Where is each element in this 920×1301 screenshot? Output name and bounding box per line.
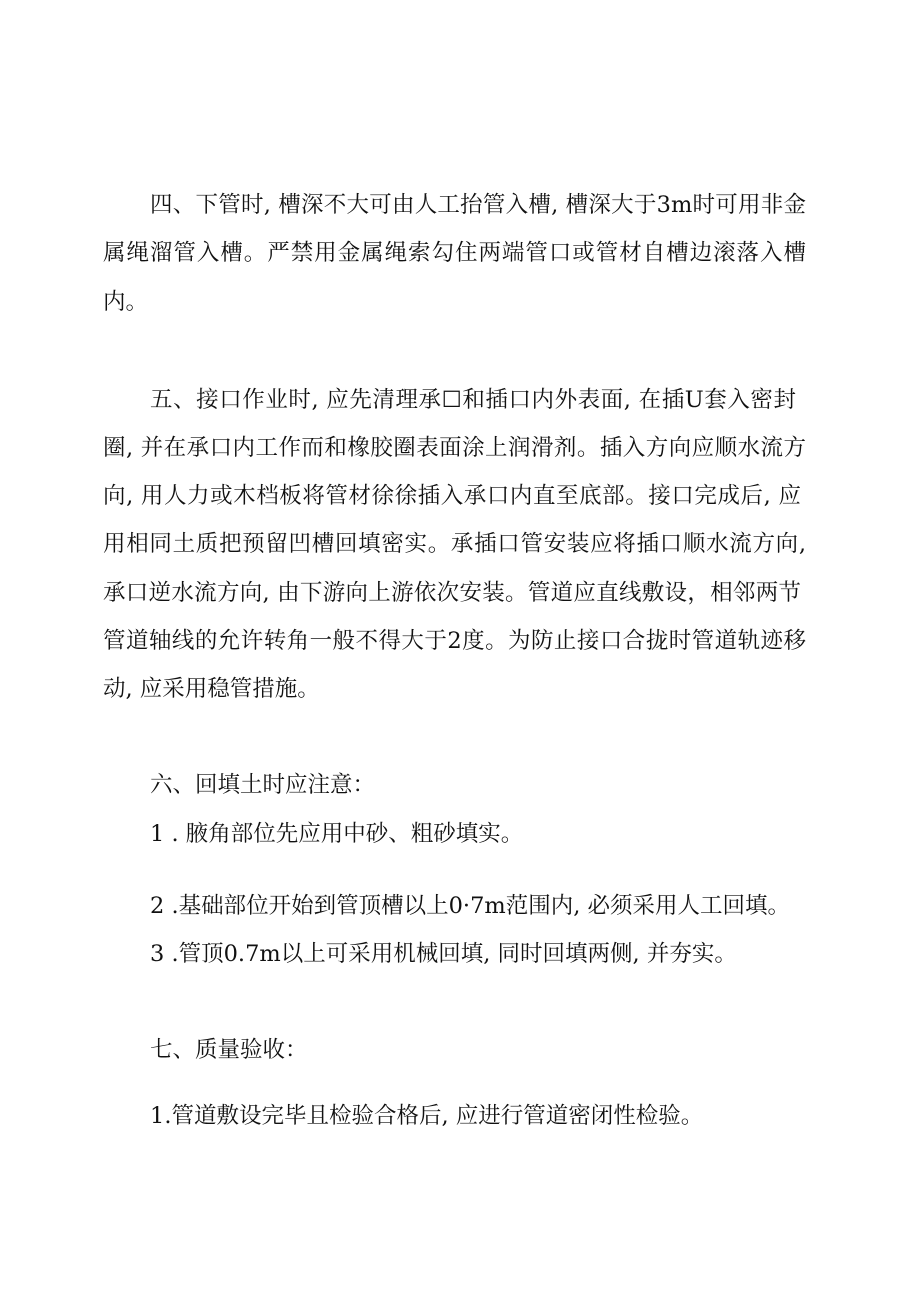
section7-heading: 七、质量验收： <box>150 1037 308 1063</box>
section5-line-2: 圈, 并在承口内工作而和橡胶圈表面涂上润滑剂。插入方向应顺水流方 <box>103 435 806 461</box>
section4-line-1: 四、下管时, 槽深不大可由人工抬管入槽, 槽深大于3m时可用非金 <box>150 192 806 218</box>
section4-line-3: 内。 <box>103 289 149 315</box>
section6-heading: 六、回填土时应注意： <box>150 772 376 798</box>
section5-line-7: 动, 应采用稳管措施。 <box>103 676 320 702</box>
section7-item-1: 1.管道敷设完毕且检验合格后, 应进行管道密闭性检验。 <box>150 1103 704 1129</box>
section5-line-3: 向, 用人力或木档板将管材徐徐插入承口内直至底部。接口完成后, 应 <box>103 483 801 509</box>
section5-line-1: 五、接口作业时, 应先清理承☐和插口内外表面, 在插U套入密封 <box>150 387 796 413</box>
section6-item-1: 1 . 腋角部位先应用中砂、粗砂填实。 <box>150 821 524 847</box>
section5-line-6: 管道轴线的允许转角一般不得大于2度。为防止接口合拢时管道轨迹移 <box>103 628 806 654</box>
section5-line-5: 承口逆水流方向, 由下游向上游依次安装。管道应直线敷设，相邻两节 <box>103 580 801 606</box>
section4-line-2: 属绳溜管入槽。严禁用金属绳索勾住两端管口或管材自槽边滚落入槽 <box>103 240 806 266</box>
section6-item-2: 2 .基础部位开始到管顶槽以上0·7m范围内, 必须采用人工回填。 <box>150 893 791 919</box>
section6-item-3: 3 .管顶0.7m以上可采用机械回填, 同时回填两侧, 并夯实。 <box>150 941 737 967</box>
section5-line-4: 用相同土质把预留凹槽回填密实。承插口管安装应将插口顺水流方向, <box>103 531 806 557</box>
